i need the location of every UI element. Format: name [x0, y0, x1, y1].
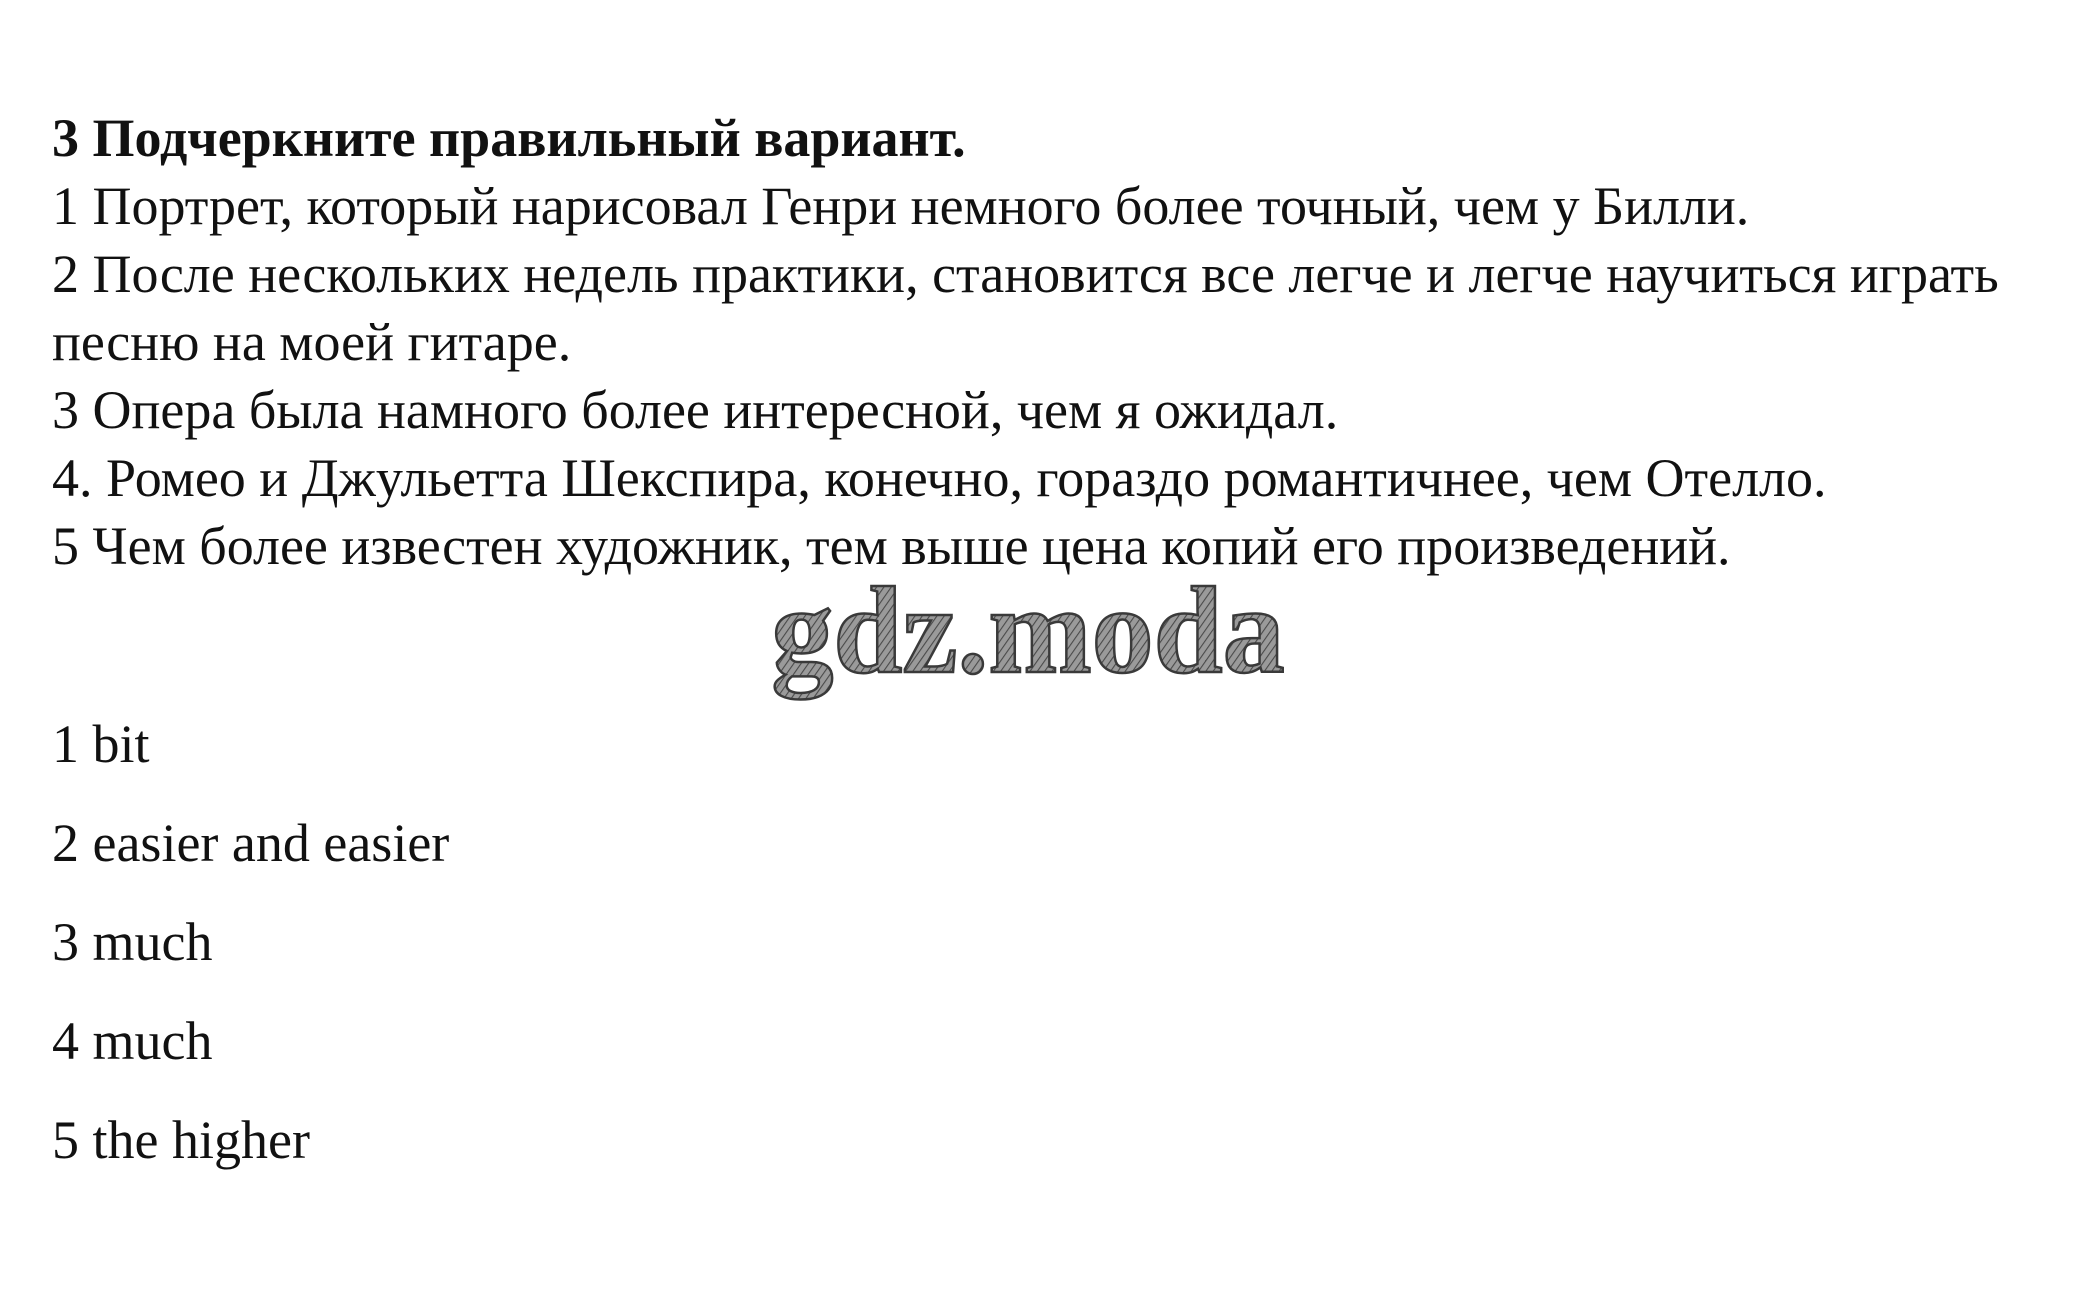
answer-2: 2 easier and easier: [52, 813, 450, 873]
watermark-logo: [718, 572, 1338, 712]
answer-1: 1 bit: [52, 714, 150, 774]
answers-list: [52, 710, 449, 1205]
watermark-graphic: [718, 572, 1338, 712]
exercise-title: 3 Подчеркните правильный вариант.: [52, 108, 966, 168]
exercise-item-1: 1 Портрет, который нарисовал Генри немного более точный, чем у Билли.: [52, 176, 1750, 236]
answer-4: 4 much: [52, 1011, 213, 1071]
answer-3: 3 much: [52, 912, 213, 972]
exercise-item-5: 5 Чем более известен художник, тем выше цена копий его произведений.: [52, 516, 1731, 576]
exercise-item-3: 3 Опера была намного более интересной, чем я ожидал.: [52, 380, 1339, 440]
exercise-item-4: 4. Ромео и Джульетта Шекспира, конечно, гораздо романтичнее, чем Отелло.: [52, 448, 1827, 508]
watermark-text: gdz.moda: [771, 572, 1285, 699]
answer-5: 5 the higher: [52, 1110, 310, 1170]
exercise-block: [52, 104, 2052, 580]
exercise-item-2: 2 После нескольких недель практики, становится все легче и легче научиться играть песню на моей гитаре.: [52, 244, 1999, 372]
